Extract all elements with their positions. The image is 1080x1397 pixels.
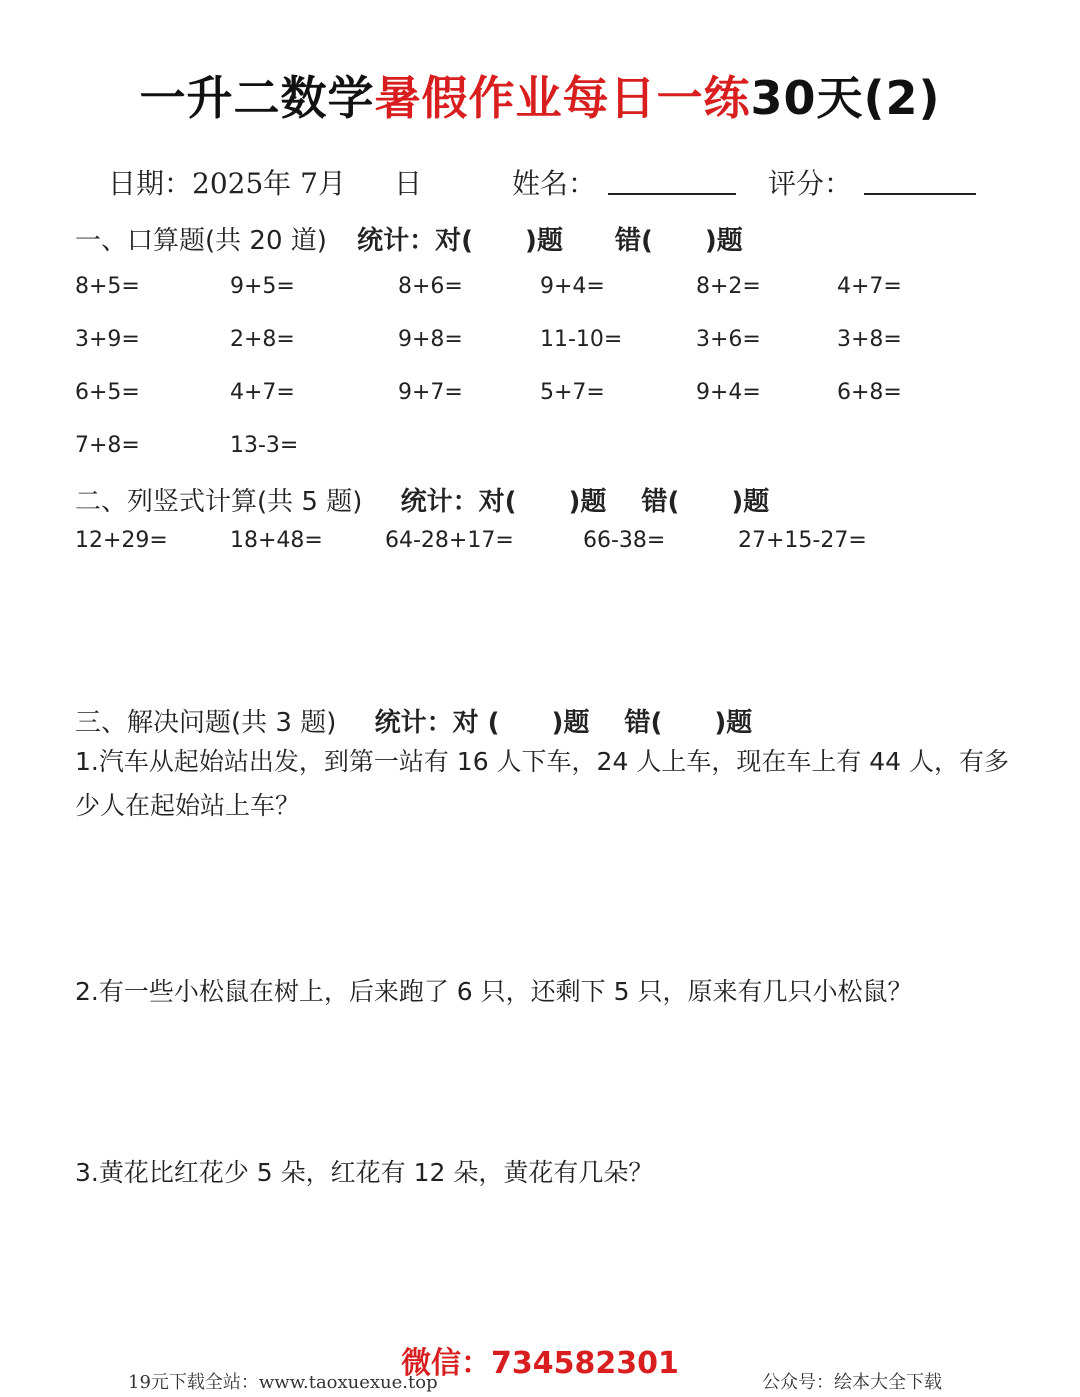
mental-math-item: 9+7= [398,380,463,405]
word-problem-2: 2.有一些小松鼠在树上，后来跑了 6 只，还剩下 5 只，原来有几只小松鼠？ [75,977,913,1006]
vertical-calc-item: 64-28+17= [385,528,514,553]
name-blank[interactable] [608,162,736,195]
mental-math-item: 6+8= [837,380,902,405]
mental-math-item: 8+6= [398,274,463,299]
mental-math-item: 9+4= [540,274,605,299]
section2-heading: 二、列竖式计算(共 5 题) [75,487,363,517]
mental-math-item: 4+7= [230,380,295,405]
vertical-calc-item: 12+29= [75,528,168,553]
info-row [108,162,1008,202]
score-blank[interactable] [864,162,976,195]
page-title [0,62,1080,128]
section1-heading: 一、口算题(共 20 道) [75,226,327,256]
mental-math-item: 5+7= [540,380,605,405]
vertical-calc-item: 18+48= [230,528,323,553]
mental-math-item: 8+5= [75,274,140,299]
mental-math-item: 3+6= [696,327,761,352]
account-watermark: 公众号：绘本大全下载 [762,1372,942,1393]
mental-math-item: 3+9= [75,327,140,352]
mental-math-item: 4+7= [837,274,902,299]
section3-heading: 三、解决问题(共 3 题) [75,708,337,738]
mental-math-item: 9+5= [230,274,295,299]
section2-stats: 统计：对( )题 错( )题 [400,487,770,517]
mental-math-item: 7+8= [75,433,140,458]
mental-math-item: 8+2= [696,274,761,299]
title-suffix: 30天(2) [750,71,941,125]
word-problem-1: 1.汽车从起始站出发，到第一站有 16 人下车，24 人上车，现在车上有 44 人，有多少人在起始站上车？ [75,747,1010,820]
name-label: 姓名： [512,167,597,200]
title-black-part: 一升二数学 [139,71,375,125]
section3-header [75,702,752,739]
score-label: 评分： [768,167,853,200]
mental-math-item: 6+5= [75,380,140,405]
section2-header [75,481,769,518]
vertical-calc-item: 66-38= [583,528,666,553]
site-watermark: 19元下载全站：www.taoxuexue.top [128,1372,438,1393]
section1-stats: 统计：对( )题 错( )题 [357,226,743,256]
date-label: 日期：2025年 7月 [108,167,346,200]
mental-math-item: 2+8= [230,327,295,352]
mental-math-item: 3+8= [837,327,902,352]
mental-math-item: 13-3= [230,433,299,458]
section3-stats: 统计：对 ( )题 错( )题 [374,708,753,738]
mental-math-item: 9+8= [398,327,463,352]
word-problem-3: 3.黄花比红花少 5 朵，红花有 12 朵，黄花有几朵？ [75,1158,654,1187]
mental-math-item: 11-10= [540,327,623,352]
mental-math-item: 9+4= [696,380,761,405]
wechat-watermark: 微信：734582301 [401,1346,679,1381]
vertical-calc-item: 27+15-27= [738,528,867,553]
day-label: 日 [394,167,423,200]
section1-header [75,220,743,257]
title-red-part: 暑假作业每日一练 [374,71,751,125]
